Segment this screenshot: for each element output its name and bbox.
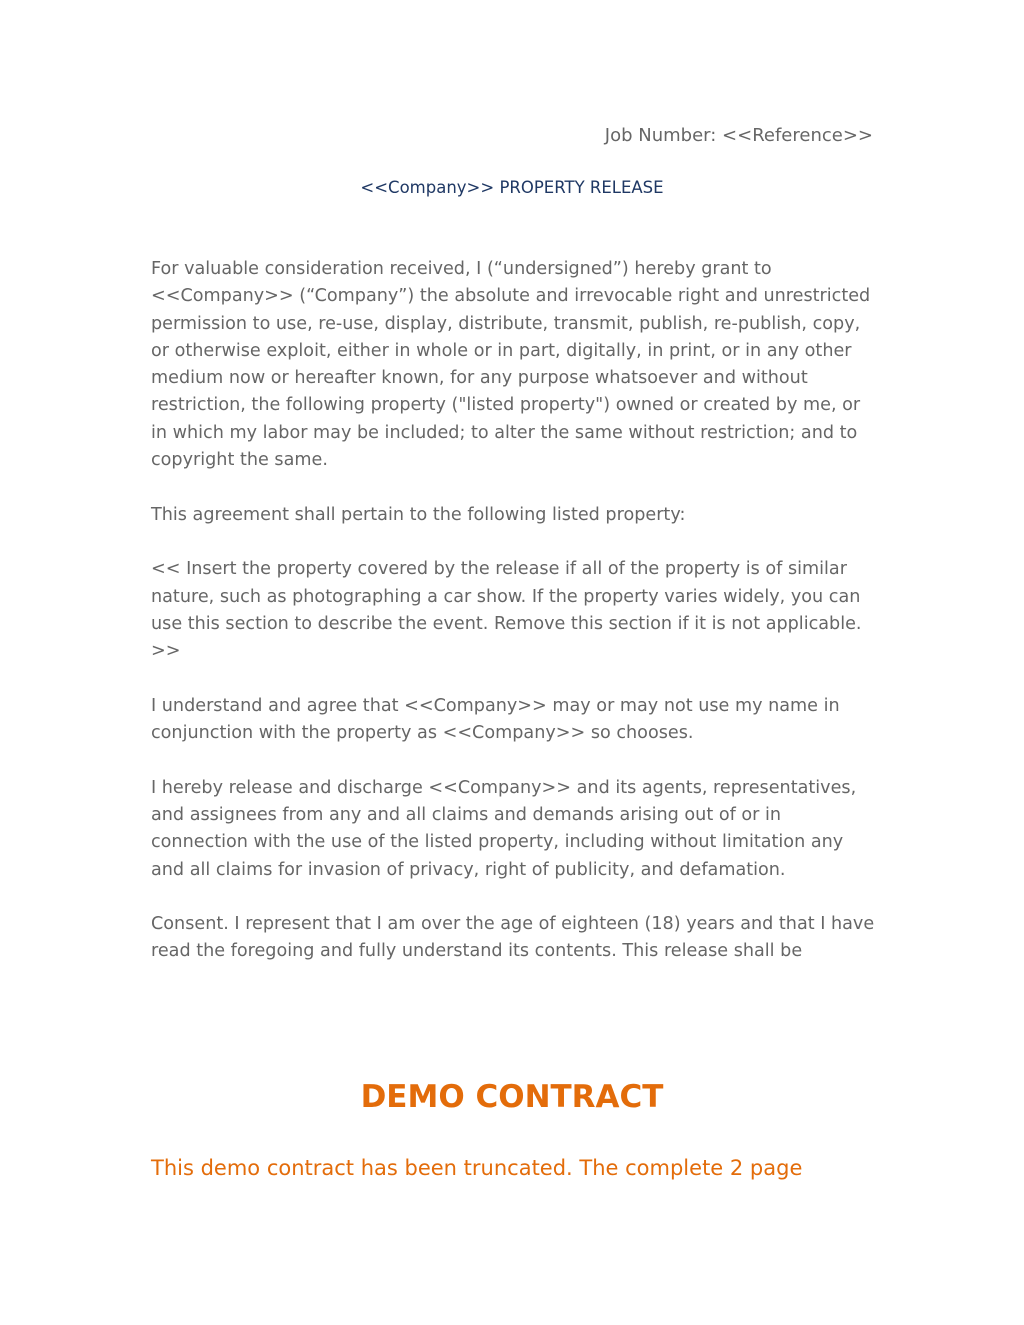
paragraph-pertain: This agreement shall pertain to the following listed property:: [151, 504, 686, 525]
demo-truncated-note: This demo contract has been truncated. The complete 2 page: [151, 1156, 803, 1180]
paragraph-grant: For valuable consideration received, I (“undersigned”) hereby grant to <<Company>> (“Company”) the absolute and irrevocable right and unrestricted permission to use, re-use, display, distribute, transmit, publish, re-publish, copy, or otherwise exploit, either in whole or in part, digitally, in print, or in any other medium now or hereafter known, for any purpose whatsoever and without restriction, the following property ("listed property") owned or created by me, or in which my labor may be included; to alter the same without restriction; and to copyright the same.: [151, 259, 871, 471]
demo-contract-heading: DEMO CONTRACT: [360, 1079, 664, 1115]
paragraph-consent: Consent. I represent that I am over the age of eighteen (18) years and that I have read the foregoing and fully understand its contents. This release shall be: [151, 914, 875, 962]
document-body: [151, 256, 877, 993]
paragraph-release: I hereby release and discharge <<Company>> and its agents, representatives, and assignees from any and all claims and demands arising out of or in connection with the use of the listed property, including without limitation any and all claims for invasion of privacy, right of publicity, and defamation.: [151, 777, 857, 880]
paragraph-name-use: I understand and agree that <<Company>> may or may not use my name in conjunction with the property as <<Company>> so chooses.: [151, 695, 840, 744]
document-title: <<Company>> PROPERTY RELEASE: [360, 178, 664, 197]
paragraph-insert-property: << Insert the property covered by the release if all of the property is of similar nature, such as photographing a car show. If the property varies widely, you can use this section to describe the event. Remove this section if it is not applicable. >>: [151, 559, 862, 662]
job-number: Job Number: <<Reference>>: [604, 125, 873, 146]
